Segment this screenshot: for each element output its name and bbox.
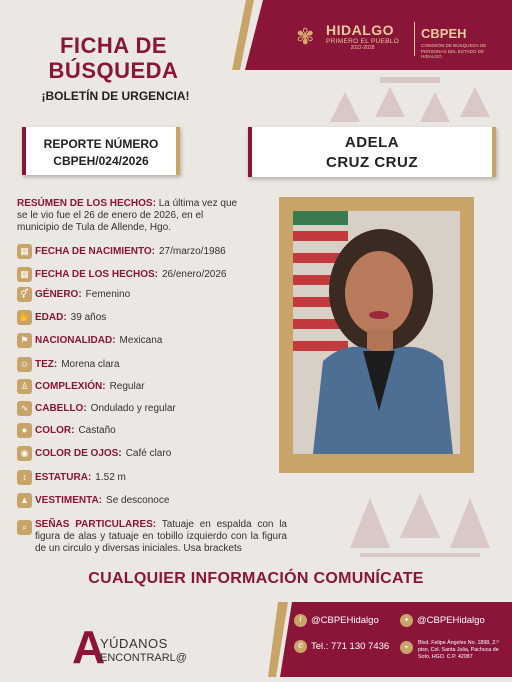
field-eye-color [17, 446, 171, 461]
field-value: 1.52 m [95, 472, 126, 483]
field-value: Femenino [85, 289, 131, 300]
report-number-box [22, 127, 180, 175]
call-to-action: CUALQUIER INFORMACIÓN COMUNÍCATE [88, 570, 424, 587]
eye-icon: ◉ [17, 446, 32, 461]
ayudanos-logo [72, 621, 187, 673]
field-value: Regular [109, 381, 145, 392]
title-line-2: BÚSQUEDA [48, 58, 179, 83]
twitter-handle: @CBPEHidalgo [417, 615, 485, 626]
hair-icon: ∿ [17, 401, 32, 416]
body-icon: ♙ [17, 379, 32, 394]
gender-icon: ⚥ [17, 287, 32, 302]
field-nationality [17, 333, 162, 348]
search-icon: ⌕ [17, 520, 32, 535]
phone-icon: ✆ [294, 640, 307, 653]
field-label: COMPLEXIÓN: [35, 381, 106, 392]
field-hair [17, 401, 176, 416]
field-value: 27/marzo/1986 [159, 246, 226, 257]
portrait-illustration [293, 211, 460, 454]
field-value: Mexicana [119, 335, 163, 346]
facebook-handle: @CBPEHidalgo [311, 615, 379, 626]
field-label: GÉNERO: [35, 289, 82, 300]
twitter-icon: ✦ [400, 614, 413, 627]
summary-text: La última vez que se le vio fue el 26 de enero de 2026, en el municipio de Tula de Allende, Hgo. [17, 198, 238, 233]
field-event-date [17, 267, 226, 282]
field-skin [17, 357, 120, 372]
logo-line-1: YÚDANOS [100, 636, 168, 651]
field-height [17, 470, 126, 485]
field-build [17, 379, 145, 394]
urgency-subtitle: ¡BOLETÍN DE URGENCIA! [41, 89, 190, 103]
field-label: CABELLO: [35, 403, 87, 414]
title-line-1: FICHA DE [59, 33, 168, 58]
person-first-name: ADELA [344, 134, 400, 151]
marks-text: Tatuaje en espalda con la figura de alas y tatuaje en tobillo izquierdo con la figura de un circulo y diversas iniciales. Usa brackets [35, 519, 287, 554]
height-icon: ↕ [17, 470, 32, 485]
flag-icon: ⚑ [17, 333, 32, 348]
embroidery-pattern-top [320, 72, 500, 127]
missing-person-photo [293, 211, 460, 454]
field-value: Se desconoce [106, 495, 170, 506]
field-label: COLOR: [35, 425, 75, 436]
field-value: Ondulado y regular [90, 403, 176, 414]
hidalgo-logo [296, 22, 399, 51]
color-icon: ● [17, 423, 32, 438]
hidalgo-name: HIDALGO [326, 22, 395, 38]
hidalgo-slogan: PRIMERO EL PUEBLO [326, 38, 400, 45]
page-title [26, 33, 201, 83]
phone-contact[interactable] [294, 640, 389, 653]
field-label: ESTATURA: [35, 472, 92, 483]
field-label: FECHA DE LOS HECHOS: [35, 269, 158, 280]
twitter-contact[interactable] [400, 614, 485, 627]
field-value: Castaño [78, 425, 116, 436]
field-label: COLOR DE OJOS: [35, 448, 122, 459]
phone-number: Tel.: 771 130 7436 [311, 641, 390, 652]
shirt-icon: ▲ [17, 493, 32, 508]
address-text: Blvd. Felipe Ángeles No. 1898, 2.º piso, Col. Santa Julia, Pachuca de Soto, HGO. C.P. 42087 [418, 640, 499, 660]
location-icon: ⌖ [400, 641, 413, 654]
logo-big-letter: A [72, 621, 106, 673]
cbpeh-logo: CBPEH [421, 26, 467, 41]
field-value: Morena clara [61, 359, 120, 370]
report-label: REPORTE NÚMERO [43, 137, 159, 151]
field-age [17, 310, 106, 325]
summary-label: RESÚMEN DE LOS HECHOS: [17, 198, 156, 209]
calendar-icon: ▦ [17, 244, 32, 259]
marks-text-block [35, 519, 287, 555]
field-color [17, 423, 116, 438]
logo-line-2: ENCONTRARL@ [100, 652, 187, 664]
person-name-box [248, 127, 496, 177]
facebook-icon: f [294, 614, 307, 627]
field-label: VESTIMENTA: [35, 495, 103, 506]
hand-icon: ✋ [17, 310, 32, 325]
field-birthdate [17, 244, 226, 259]
person-last-name: CRUZ CRUZ [326, 154, 418, 171]
distinguishing-marks [17, 519, 287, 555]
field-value: 39 años [70, 312, 107, 323]
field-value: 26/enero/2026 [161, 269, 227, 280]
cbpeh-description: COMISIÓN DE BÚSQUEDA DE PERSONAS DEL ESTADO DE HIDALGO [421, 43, 487, 59]
facts-summary [17, 198, 245, 234]
field-gender [17, 287, 130, 302]
logo-divider [414, 22, 415, 56]
hidalgo-years: 2022-2028 [350, 45, 375, 51]
embroidery-pattern-bottom [340, 478, 505, 558]
face-icon: ☺ [17, 357, 32, 372]
facebook-contact[interactable] [294, 614, 379, 627]
field-clothing [17, 493, 169, 508]
report-number: CBPEH/024/2026 [53, 154, 149, 168]
calendar-icon: ▦ [17, 267, 32, 282]
field-label: TEZ: [35, 359, 58, 370]
marks-label: SEÑAS PARTICULARES: [35, 519, 157, 530]
field-label: EDAD: [35, 312, 67, 323]
field-value: Café claro [125, 448, 172, 459]
field-label: NACIONALIDAD: [35, 335, 116, 346]
flower-icon: ✾ [296, 23, 315, 49]
field-label: FECHA DE NACIMIENTO: [35, 246, 155, 257]
